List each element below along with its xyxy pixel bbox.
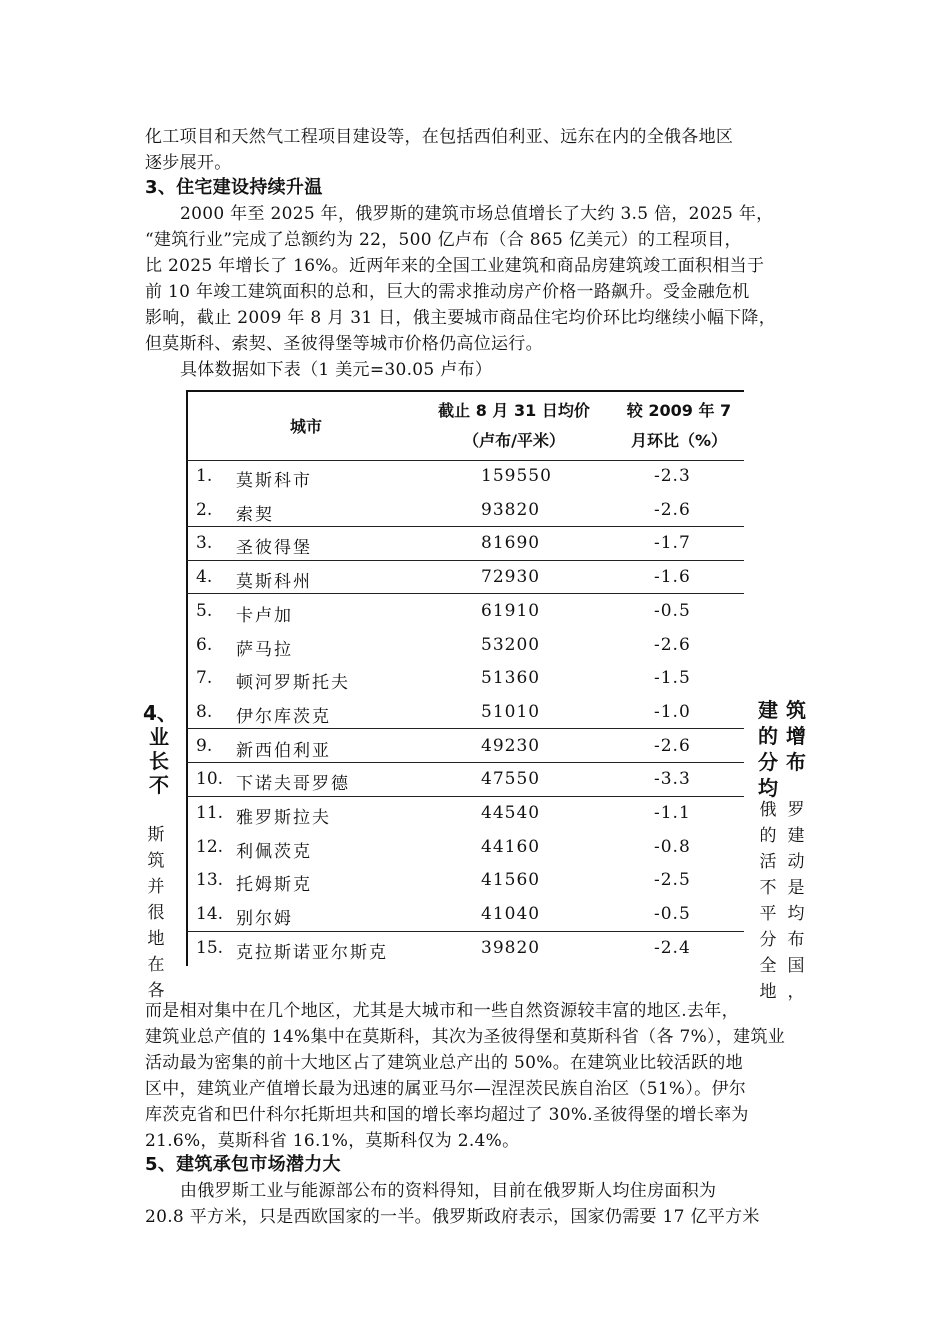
header-price-line1: 截止 8 月 31 日均价 <box>438 401 590 420</box>
table-row <box>186 797 744 830</box>
side-right-char: 国 <box>787 956 805 976</box>
row-ratio: -0.8 <box>654 836 691 857</box>
paragraph-line: “建筑行业”完成了总额约为 22，500 亿卢布（合 865 亿美元）的工程项目， <box>145 230 742 250</box>
side-right-heading-char: 分 <box>758 750 778 774</box>
side-right-char: 活 <box>759 852 777 872</box>
row-ratio: -1.0 <box>654 701 691 722</box>
row-city: 雅罗斯拉夫 <box>236 808 331 828</box>
row-ratio: -2.6 <box>654 735 691 756</box>
row-index: 7. <box>196 668 213 689</box>
side-right-char: 平 <box>759 904 777 924</box>
row-index: 9. <box>196 735 213 756</box>
paragraph-line: 区中，建筑业产值增长最为迅速的属亚马尔—涅涅茨民族自治区（51%）。伊尔 <box>145 1079 747 1099</box>
paragraph-line: 比 2025 年增长了 16%。近两年来的全国工业建筑和商品房建筑竣工面积相当于 <box>145 256 765 276</box>
row-city: 萨马拉 <box>236 639 293 660</box>
table-top-border <box>186 390 744 392</box>
row-city: 利佩茨克 <box>236 841 312 862</box>
row-ratio: -2.4 <box>654 937 691 958</box>
row-ratio: -1.5 <box>654 668 691 689</box>
table-row <box>186 898 744 931</box>
side-right-char: 全 <box>759 956 777 976</box>
row-ratio: -3.3 <box>654 769 691 790</box>
side-heading-4-a: 4、 <box>143 701 177 725</box>
table-row <box>186 460 744 493</box>
row-city: 顿河罗斯托夫 <box>236 673 350 694</box>
table-row <box>186 629 744 662</box>
side-right-char: 地 <box>759 982 777 1002</box>
table-row <box>186 864 744 897</box>
row-index: 5. <box>196 600 213 621</box>
row-ratio: -1.7 <box>654 533 691 554</box>
row-ratio: -2.6 <box>654 634 691 655</box>
side-right-char: 俄 <box>759 800 777 820</box>
row-price: 53200 <box>481 634 541 655</box>
side-right-char: ， <box>787 982 805 1002</box>
row-city: 圣彼得堡 <box>236 538 312 559</box>
side-right-char: 布 <box>787 930 805 950</box>
row-price: 44540 <box>481 803 541 823</box>
row-price: 159550 <box>481 466 552 486</box>
row-ratio: -0.5 <box>654 600 691 621</box>
row-index: 3. <box>196 533 213 554</box>
header-price-line2: （卢布/平米） <box>463 431 565 450</box>
row-price: 44160 <box>481 836 541 857</box>
row-index: 8. <box>196 701 213 722</box>
row-price: 49230 <box>481 735 541 756</box>
row-city: 新西伯利亚 <box>236 740 331 761</box>
row-ratio: -1.6 <box>654 567 691 588</box>
row-city: 别尔姆 <box>236 909 293 930</box>
row-index: 12. <box>196 836 224 857</box>
row-ratio: -1.1 <box>654 803 691 823</box>
row-price: 93820 <box>481 499 541 520</box>
row-price: 72930 <box>481 567 541 588</box>
paragraph-line: 建筑业总产值的 14%集中在莫斯科，其次为圣彼得堡和莫斯科省（各 7%），建筑业 <box>145 1027 786 1047</box>
side-left-char: 在 <box>147 955 165 975</box>
row-index: 1. <box>196 466 213 486</box>
table-row <box>186 527 744 560</box>
side-right-heading-char: 均 <box>758 776 778 800</box>
row-index: 4. <box>196 567 213 588</box>
paragraph-line: 20.8 平方米，只是西欧国家的一半。俄罗斯政府表示，国家仍需要 17 亿平方米 <box>145 1207 760 1227</box>
row-city: 莫斯科州 <box>236 572 312 593</box>
header-ratio-line1: 较 2009 年 7 <box>626 401 732 420</box>
row-index: 2. <box>196 499 213 520</box>
row-city: 索契 <box>236 504 274 525</box>
side-right-char: 不 <box>759 878 777 898</box>
row-city: 克拉斯诺亚尔斯克 <box>236 942 388 963</box>
side-right-char: 是 <box>787 878 805 898</box>
header-city: 城市 <box>289 417 322 436</box>
row-city: 卡卢加 <box>236 605 293 626</box>
row-price: 47550 <box>481 769 541 790</box>
table-row <box>186 494 744 527</box>
price-table <box>186 390 744 966</box>
table-row <box>186 730 744 763</box>
row-city: 托姆斯克 <box>236 875 312 896</box>
table-row <box>186 932 744 965</box>
paragraph-line: 而是相对集中在几个地区，尤其是大城市和一些自然资源较丰富的地区.去年， <box>145 1001 739 1021</box>
row-city: 莫斯科市 <box>236 471 312 491</box>
paragraph-line: 库茨克省和巴什科尔托斯坦共和国的增长率均超过了 30%.圣彼得堡的增长率为 <box>145 1105 749 1125</box>
side-heading-4-c: 长 <box>149 749 169 773</box>
paragraph-line: 21.6%，莫斯科省 16.1%，莫斯科仅为 2.4%。 <box>145 1131 520 1151</box>
section-heading-5: 5、建筑承包市场潜力大 <box>145 1154 341 1175</box>
row-price: 51360 <box>481 668 541 689</box>
side-left-char: 地 <box>147 929 165 949</box>
row-index: 6. <box>196 634 213 655</box>
side-right-char: 的 <box>759 826 777 846</box>
row-price: 61910 <box>481 600 541 621</box>
side-left-char: 并 <box>147 877 165 897</box>
row-index: 13. <box>196 870 224 891</box>
paragraph-line: 但莫斯科、索契、圣彼得堡等城市价格仍高位运行。 <box>145 334 543 354</box>
row-ratio: -2.6 <box>654 499 691 520</box>
table-row <box>186 595 744 628</box>
paragraph-line: 2000 年至 2025 年，俄罗斯的建筑市场总值增长了大约 3.5 倍，2025 年， <box>180 204 774 224</box>
row-index: 14. <box>196 904 224 925</box>
side-right-heading-char: 筑 <box>786 698 806 722</box>
side-heading-4-b: 业 <box>149 725 169 749</box>
table-row <box>186 662 744 695</box>
table-row <box>186 763 744 796</box>
row-price: 39820 <box>481 937 541 958</box>
row-city: 下诺夫哥罗德 <box>236 774 350 795</box>
paragraph-line: 化工项目和天然气工程项目建设等，在包括西伯利亚、远东在内的全俄各地区 <box>145 127 734 147</box>
side-right-char: 建 <box>787 826 805 846</box>
row-ratio: -2.5 <box>654 870 691 891</box>
row-index: 15. <box>196 937 224 958</box>
paragraph-line: 活动最为密集的前十大地区占了建筑业总产出的 50%。在建筑业比较活跃的地 <box>145 1053 743 1073</box>
side-right-heading-char: 布 <box>786 750 806 774</box>
side-right-char: 分 <box>759 930 777 950</box>
table-intro: 具体数据如下表（1 美元=30.05 卢布） <box>180 360 493 380</box>
side-right-heading-char: 建 <box>758 698 778 722</box>
row-price: 81690 <box>481 533 541 554</box>
side-heading-4-d: 不 <box>149 773 169 797</box>
row-city: 伊尔库茨克 <box>236 706 331 727</box>
side-left-char: 筑 <box>147 851 165 871</box>
side-right-char: 罗 <box>787 800 805 820</box>
row-price: 51010 <box>481 701 541 722</box>
row-index: 10. <box>196 769 224 790</box>
row-ratio: -0.5 <box>654 904 691 925</box>
side-right-heading-char: 的 <box>758 724 778 748</box>
row-index: 11. <box>196 803 224 823</box>
side-right-char: 均 <box>787 904 805 924</box>
table-row <box>186 831 744 864</box>
table-row <box>186 561 744 594</box>
side-right-char: 动 <box>787 852 805 872</box>
side-left-char: 斯 <box>147 825 165 845</box>
section-heading-3: 3、住宅建设持续升温 <box>145 177 323 198</box>
row-ratio: -2.3 <box>654 466 691 486</box>
paragraph-line: 前 10 年竣工建筑面积的总和，巨大的需求推动房产价格一路飙升。受金融危机 <box>145 282 750 302</box>
table-row <box>186 696 744 729</box>
paragraph-line: 由俄罗斯工业与能源部公布的资料得知，目前在俄罗斯人均住房面积为 <box>180 1181 717 1201</box>
side-right-heading-char: 增 <box>786 724 806 748</box>
row-price: 41560 <box>481 870 541 891</box>
paragraph-line: 影响，截止 2009 年 8 月 31 日，俄主要城市商品住宅均价环比均继续小幅下降， <box>145 308 777 328</box>
row-price: 41040 <box>481 904 541 925</box>
side-left-char: 很 <box>147 903 165 923</box>
paragraph-line: 逐步展开。 <box>145 153 232 173</box>
header-ratio-line2: 月环比（%） <box>630 431 728 450</box>
side-left-char: 各 <box>147 981 165 1001</box>
